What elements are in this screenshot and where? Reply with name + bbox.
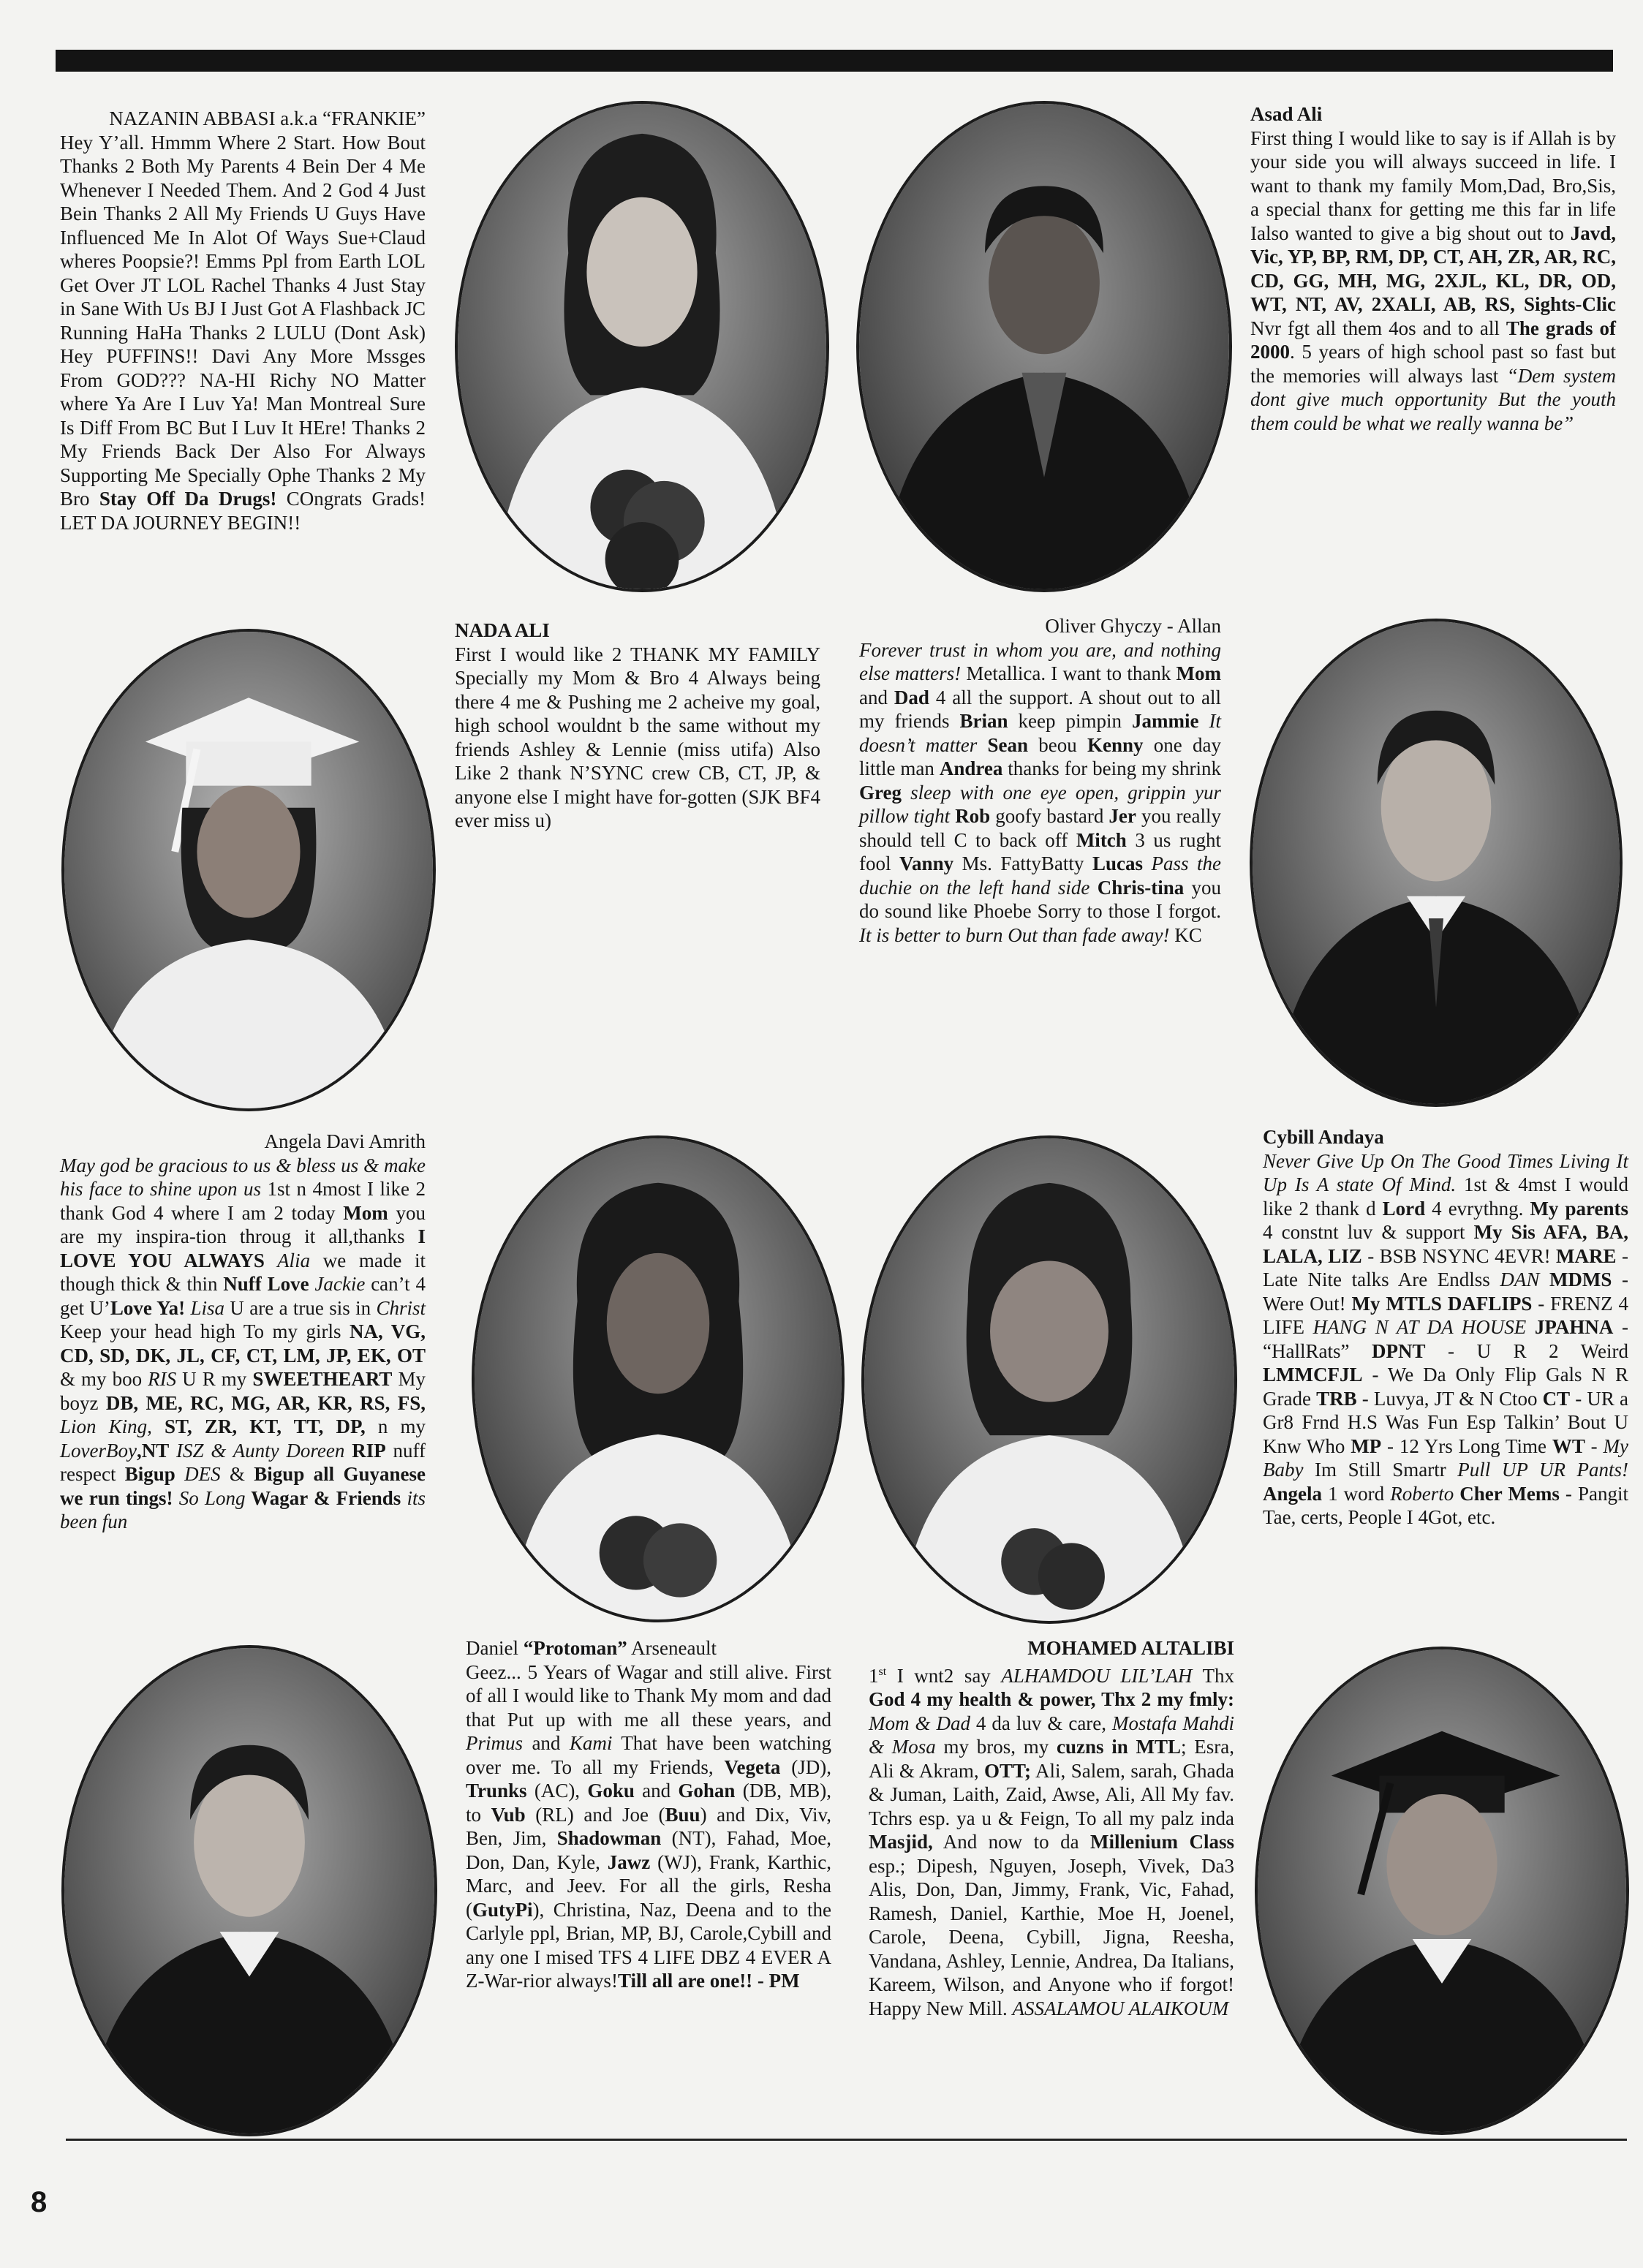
student-name: Angela Davi Amrith (264, 1130, 426, 1152)
portrait-photo-oliver (1250, 619, 1623, 1107)
page-number: 8 (31, 2186, 48, 2218)
portrait-photo-nazanin (455, 101, 829, 592)
portrait-photo-daniel (61, 1645, 437, 2136)
bio-oliver: Oliver Ghyczy - Allan Forever trust in whom you are, and nothing else matters! Metallica. I want to thank Mom and Dad 4 all the support. A shout out to all my friends Brian keep pimpin Jammie It doesn’t matter Sean beou Kenny one day little man Andrea thanks for being my shrink Greg sleep with one eye open, grippin yur pillow tight Rob goofy bastard Jer you really should tell C to back off Mitch 3 us rught fool Vanny Ms. FattyBatty Lucas Pass the duchie on the left hand side Chris-tina you do sound like Phoebe Sorry to those I forgot. It is better to burn Out than fade away! KC (859, 615, 1222, 946)
bio-angela: Angela Davi Amrith May god be gracious to us & bless us & make his face to shine upon us 1st n 4most I like 2 thank God 4 where I am 2 today Mom you are my inspira-tion throug it all,thanks I LOVE YOU ALWAYS Alia we made it though thick & thin Nuff Love Jackie can’t 4 get U’Love Ya! Lisa U are a true sis in Christ Keep your head high To my girls NA, VG, CD, SD, DK, JL, CF, CT, LM, JP, EK, OT & my boo RIS U R my SWEETHEART My boyz DB, ME, RC, MG, AR, KR, RS, FS, Lion King, ST, ZR, KT, TT, DP, n my LoverBoy,NT ISZ & Aunty Doreen RIP nuff respect Bigup DES & Bigup all Guyanese we run tings! So Long Wagar & Friends its been fun (60, 1130, 426, 1532)
top-bar (56, 50, 1613, 72)
portrait-photo-asad (856, 101, 1232, 592)
bio-daniel: Daniel “Protoman” Arseneault Geez... 5 Years of Wagar and still alive. First of all I would like to Thank My mom and dad that Put up with me all these years, and Primus and Kami That have been watching over me. To all my Friends, Vegeta (JD), Trunks (AC), Goku and Gohan (DB, MB), to Vub (RL) and Joe (Buu) and Dix, Viv, Ben, Jim, Shadowman (NT), Fahad, Moe, Don, Dan, Kyle, Jawz (WJ), Frank, Karthic, Marc, and Jeev. For all the girls, Resha (GutyPi), Christina, Naz, Deena and to the Carlyle ppl, Brian, MP, BJ, Carole,Cybill and any one I mised TFS 4 LIFE DBZ 4 EVER A Z-War-rior always!Till all are one!! - PM (466, 1637, 831, 1992)
bio-mohamed: MOHAMED ALTALIBI 1st I wnt2 say ALHAMDOU LIL’LAH Thx God 4 my health & power, Thx 2 my fmly: Mom & Dad 4 da luv & care, Mostafa Mahdi & Mosa my bros, my cuzns in MTL; Esra, Ali & Akram, OTT; Ali, Salem, sarah, Ghada & Juman, Laith, Zaid, Awse, Ali, All My fav. Tchrs esp. ya u & Feign, To all my palz inda Masjid, And now to da Millenium Class esp.; Dipesh, Nguyen, Joseph, Vivek, Da3 Alis, Don, Dan, Jimmy, Frank, Vic, Fahad, Ramesh, Daniel, Karthie, Moe H, Joenel, Carole, Deena, Cybill, Jigna, Reesha, Vandana, Ashley, Lennie, Andrea, Da Italians, Kareem, Wilson, and Anyone who if forgot! Happy New Mill. ASSALAMOU ALAIKOUM (869, 1637, 1235, 2019)
portrait-photo-mohamed (1255, 1647, 1629, 2135)
bio-asad: Asad Ali First thing I would like to say is if Allah is by your side you will always succeed in life. I want to thank my family Mom,Dad, Bro,Sis, a special thanx for getting me this far in life Ialso wanted to give a big shout out to Javd, Vic, YP, BP, RM, DP, CT, AH, ZR, AR, RC, CD, GG, MH, MG, 2XJL, KL, DR, OD, WT, NT, AV, 2XALI, AB, RS, Sights-Clic Nvr fgt all them 4os and to all The grads of 2000. 5 years of high school past so fast but the memories will always last “Dem system dont give much opportunity But the youth them could be what we really wanna be” (1250, 103, 1616, 434)
student-name: Cybill Andaya (1263, 1126, 1384, 1148)
portrait-photo-angela-davi (472, 1135, 845, 1622)
student-name: Asad Ali (1250, 103, 1323, 125)
student-name: MOHAMED ALTALIBI (1027, 1637, 1234, 1659)
student-name: NAZANIN ABBASI a.k.a “FRANKIE” (109, 107, 426, 129)
portrait-photo-angela (61, 629, 436, 1111)
student-name: Oliver Ghyczy - Allan (1045, 615, 1221, 637)
bottom-rule (66, 2139, 1627, 2141)
bio-cybill: Cybill Andaya Never Give Up On The Good Times Living It Up Is A state Of Mind. 1st & 4mst I would like 2 thank d Lord 4 evrythng. My parents 4 constnt luv & support My Sis AFA, BA, LALA, LIZ - BSB NSYNC 4EVR! MARE - Late Nite talks Are Endlss DAN MDMS - Were Out! My MTLS DAFLIPS - FRENZ 4 LIFE HANG N AT DA HOUSE JPAHNA - “HallRats” DPNT - U R 2 Weird LMMCFJL - We Da Only Flip Gals N R Grade TRB - Luvya, JT & N Ctoo CT - UR a Gr8 Frnd H.S Was Fun Esp Talkin’ Bout U Knw Who MP - 12 Yrs Long Time WT - My Baby Im Still Smartr Pull UP UR Pants! Angela 1 word Roberto Cher Mems - Pangit Tae, certs, People I 4Got, etc. (1263, 1126, 1629, 1528)
bio-nada: NADA ALI First I would like 2 THANK MY FAMILY Specially my Mom & Bro 4 Always being there 4 me & Pushing me 2 acheive my goal, high school wouldnt b the same without my friends Ashley & Lennie (miss utifa) Also Like 2 thank N’SYNC crew CB, CT, JP, & anyone else I might have for-gotten (SJK BF4 ever miss u) (455, 619, 820, 831)
bio-nazanin: NAZANIN ABBASI a.k.a “FRANKIE” Hey Y’all. Hmmm Where 2 Start. How Bout Thanks 2 Both My Parents 4 Bein Der 4 Me Whenever I Needed Them. And 2 God 4 Just Bein Thanks 2 All My Friends U Guys Have Influenced Me In Alot Of Ways Sue+Claud wheres Poopsie?! Emms Ppl from Earth LOL Get Over JT LOL Rachel Thanks 4 Just Stay in Sane With Us BJ I Just Got A Flashback JC Running HaHa Thanks 2 LULU (Dont Ask) Hey PUFFINS!! Davi Any More Mssges From GOD??? NA-HI Richy NO Matter where Ya Are I Luv Ya! Man Montreal Sure Is Diff From BC But I Luv It HEre! Thanks 2 My Friends Back Der Also For Always Supporting Me Specially Ophe Thanks 2 My Bro Stay Off Da Drugs! COngrats Grads! LET DA JOURNEY BEGIN!! (60, 107, 426, 534)
student-name: Daniel “Protoman” Arseneault (466, 1637, 717, 1659)
student-name: NADA ALI (455, 619, 550, 641)
portrait-photo-cybill (861, 1135, 1237, 1624)
